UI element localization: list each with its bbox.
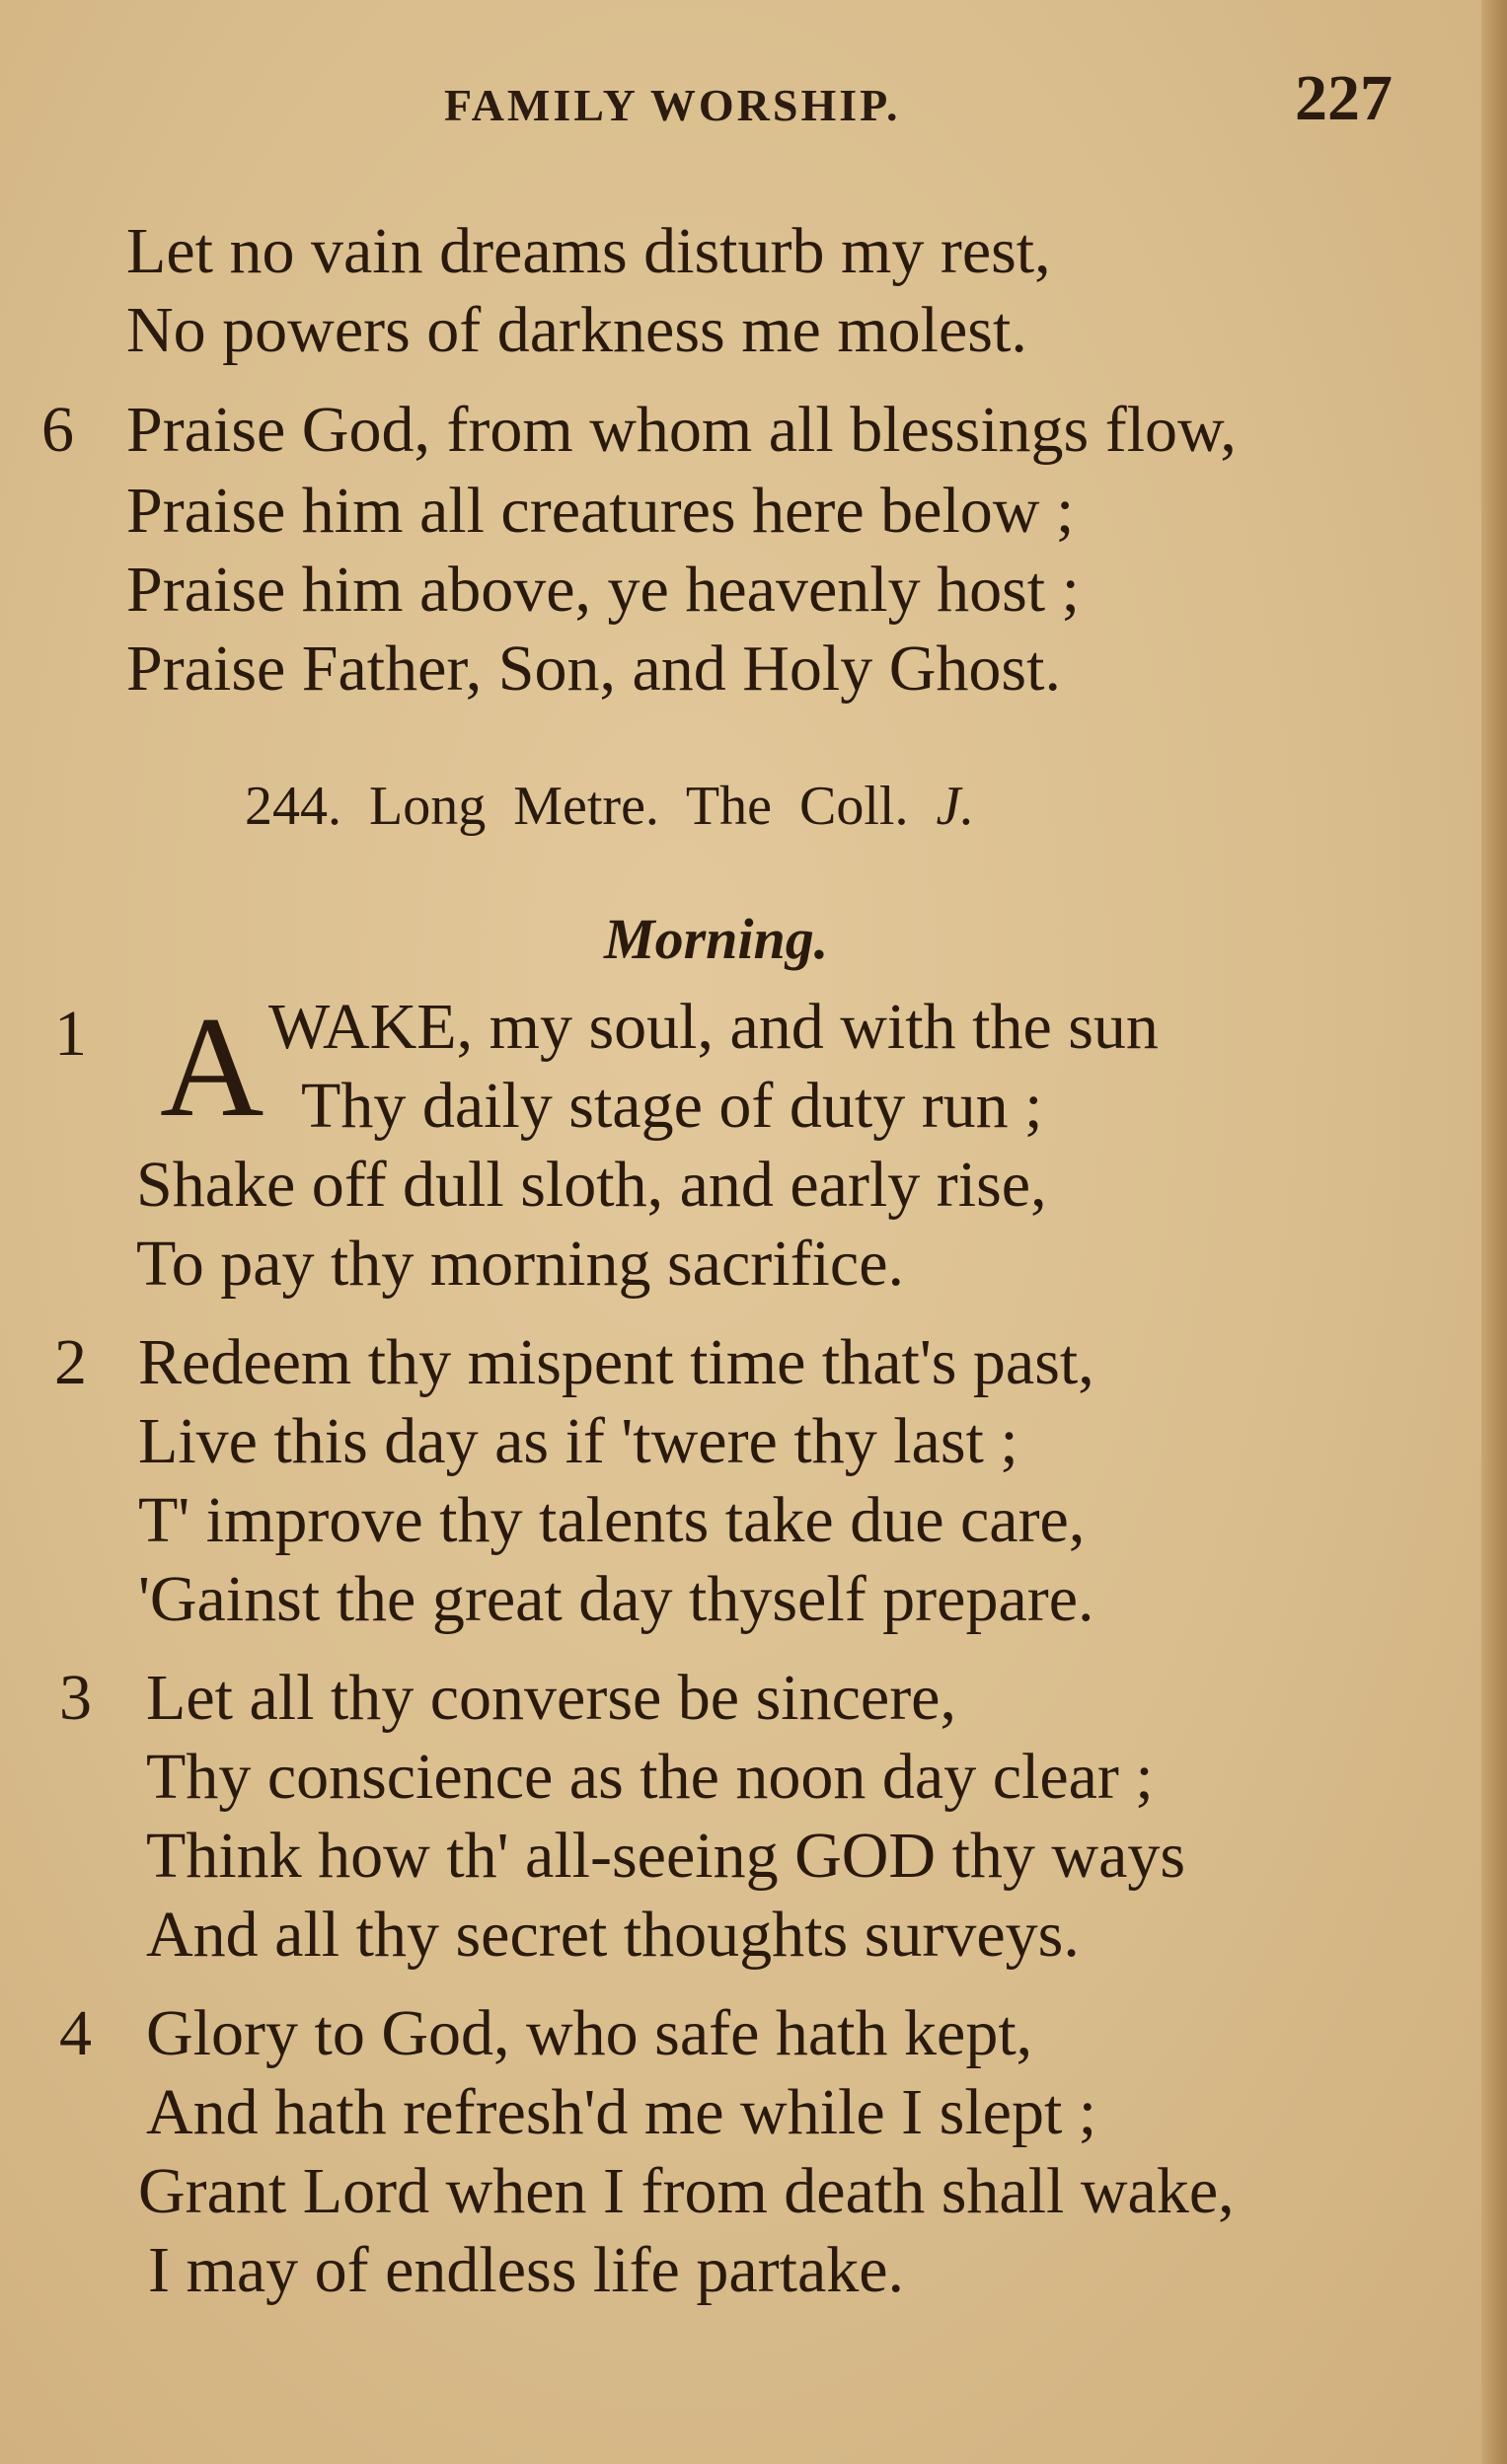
verse-line: Thy daily stage of duty run ;	[301, 1070, 1043, 1142]
verse-line: Live this day as if 'twere thy last ;	[138, 1405, 1018, 1477]
hymn-heading	[245, 775, 974, 838]
hymn-subtitle: Morning.	[604, 907, 829, 971]
hymn-author: J.	[936, 776, 975, 837]
verse-line: To pay thy morning sacrifice.	[136, 1228, 904, 1300]
verse-line: No powers of darkness me molest.	[126, 294, 1027, 366]
verse-line: Praise him above, ye heavenly host ;	[126, 554, 1080, 626]
verse-line: Praise Father, Son, and Holy Ghost.	[126, 633, 1061, 705]
verse-line: T' improve thy talents take due care,	[138, 1484, 1086, 1556]
verse-line: WAKE, my soul, and with the sun	[268, 991, 1159, 1063]
verse-line: Let no vain dreams disturb my rest,	[126, 215, 1051, 287]
verse-number: 4	[59, 1997, 92, 2069]
verse-line: Think how th' all-seeing GOD thy ways	[146, 1820, 1186, 1892]
page-edge	[1481, 0, 1507, 2464]
running-head: FAMILY WORSHIP.	[444, 80, 901, 130]
verse-line: Thy conscience as the noon day clear ;	[146, 1741, 1154, 1813]
verse-line: Praise him all creatures here below ;	[126, 475, 1075, 547]
verse-line: Redeem thy mispent time that's past,	[138, 1326, 1094, 1398]
drop-cap: A	[160, 987, 264, 1147]
hymn-metre: Long Metre.	[369, 776, 659, 837]
hymn-tune: The Coll.	[685, 776, 909, 837]
hymn-number: 244.	[245, 776, 341, 837]
verse-number: 1	[54, 998, 87, 1070]
page-number: 227	[1295, 62, 1393, 134]
verse-number: 3	[59, 1662, 92, 1734]
verse-line: Let all thy converse be sincere,	[146, 1662, 956, 1734]
verse-line: And all thy secret thoughts surveys.	[146, 1899, 1080, 1971]
verse-number: 6	[41, 394, 74, 466]
verse-line: Glory to God, who safe hath kept,	[146, 1997, 1033, 2069]
verse-line: Shake off dull sloth, and early rise,	[136, 1149, 1047, 1221]
verse-line: And hath refresh'd me while I slept ;	[146, 2076, 1097, 2148]
verse-line: 'Gainst the great day thyself prepare.	[138, 1563, 1094, 1635]
verse-number: 2	[54, 1326, 87, 1398]
verse-line: Praise God, from whom all blessings flow,	[126, 394, 1237, 466]
verse-line: Grant Lord when I from death shall wake,	[138, 2155, 1235, 2227]
verse-line: I may of endless life partake.	[148, 2234, 905, 2306]
